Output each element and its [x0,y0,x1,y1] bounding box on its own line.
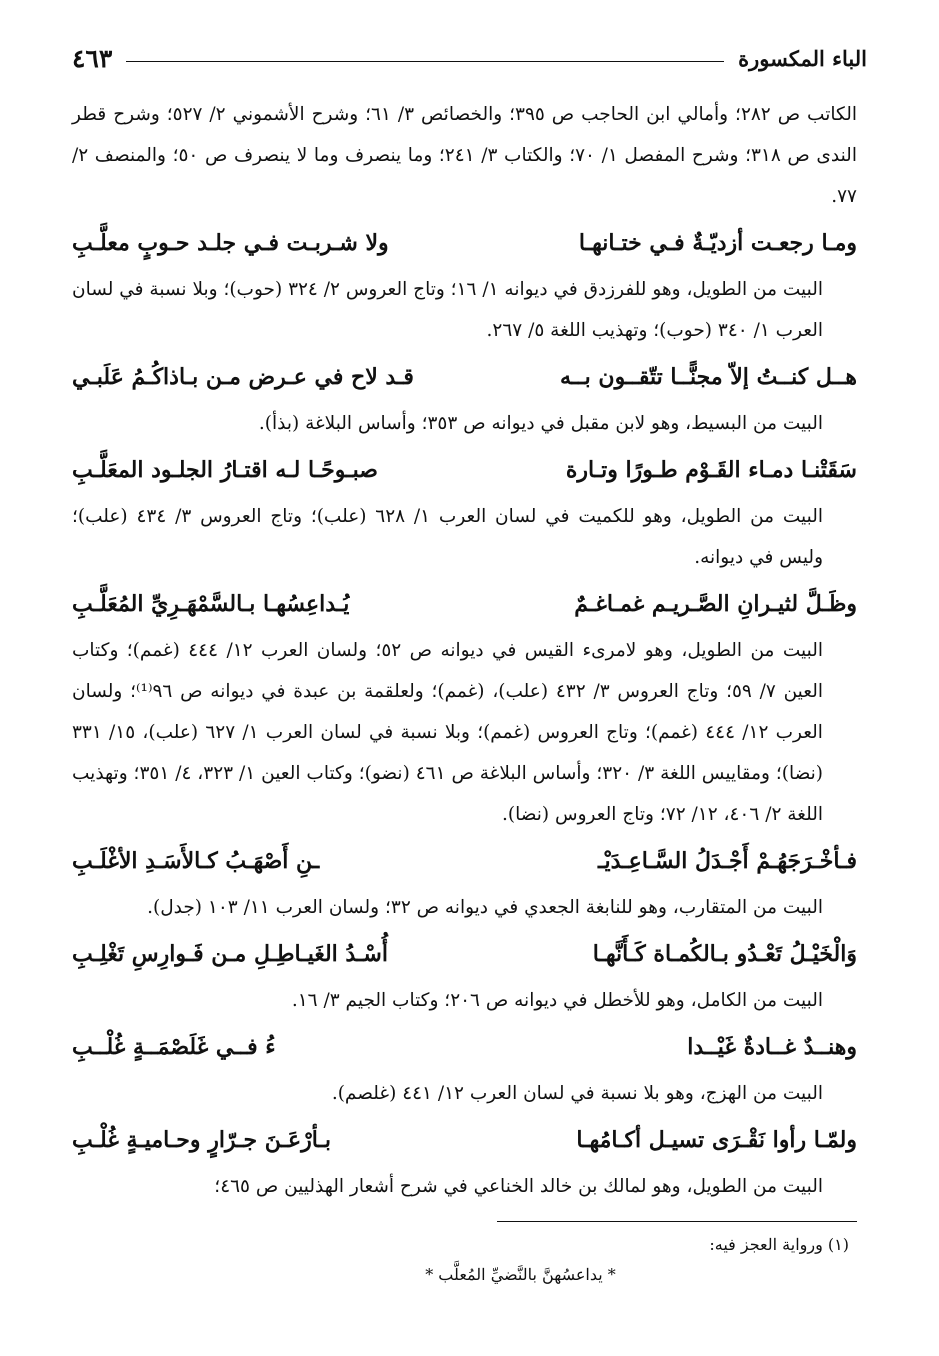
verse-second-hemistich: أُسْـدُ الغَيـاطِـلِ مـن فَـوارِسِ تَغْلِـبِ [72,941,388,967]
verse-note: البيت من المتقارب، وهو للنابغة الجعدي في ديوانه ص ٣٢؛ ولسان العرب ١١/ ١٠٣ (جدل). [147,897,823,918]
verse-line [72,1021,857,1073]
footnote-text: (١) ورواية العجز فيه: [709,1235,849,1254]
verse-first-hemistich: هــل كنــتُ إلاّ مجنًّــا تتّقــون بــه [559,364,857,390]
verse-second-hemistich: قـد لاح في عـرض مـن بـاذاكُـمُ عَلَبـي [72,364,414,390]
verse-line [72,444,857,496]
verse-first-hemistich: ومـا رجعـت أزديّـةٌ فـي ختـانهـا [578,230,857,256]
verse-note: البيت من الكامل، وهو للأخطل في ديوانه ص ٢٠٦؛ وكتاب الجيم ٣/ ١٦. [291,990,823,1011]
verse-first-hemistich: فـأخْـرَجَهُـمْ أَجْـدَلُ السَّـاعِـدَيْـ [598,848,857,874]
verse-second-hemistich: ءُ فــي غَلَصْمَــةٍ غُلْــبِ [72,1034,276,1060]
verse-note: البيت من الطويل، وهو للفرزدق في ديوانه ١/ ١٦؛ وتاج العروس ٢/ ٣٢٤ (حوب)؛ وبلا نسبة في لسان العرب ١/ ٣٤٠ (حوب)؛ وتهذيب اللغة ٥/ ٢٦٧. [72,279,823,341]
verse-second-hemistich: ـنِ أَصْهَـبُ كـالأَسَـدِ الأغْلَـبِ [72,848,320,874]
running-title: الباء المكسورة [738,45,867,71]
verse-line [72,928,857,980]
verse-note: البيت من البسيط، وهو لابن مقبل في ديوانه ص ٣٥٣؛ وأساس البلاغة (بذأ). [258,413,823,434]
verse-note: البيت من الطويل، وهو لمالك بن خالد الخناعي في شرح أشعار الهذليين ص ٤٦٥؛ [214,1176,823,1197]
verse-second-hemistich: يُـداعِسُهـا بـالسَّمْهَـرِيِّ المُعَلَّـبِ [72,591,350,617]
footnote-verse: * يداعسُهنَّ بالنَّضيِّ المُعلَّب * [425,1265,616,1284]
verse-note: البيت من الطويل، وهو للكميت في لسان العرب ١/ ٦٢٨ (علب)؛ وتاج العروس ٣/ ٤٣٤ (علب)؛ وليس في ديوانه. [72,506,823,568]
verse-line [72,835,857,887]
verse-first-hemistich: وظَـلَّ لثيـرانِ الصَّـريـم غمـاغـمٌ [574,591,857,617]
verse-note: البيت من الطويل، وهو لامرىء القيس في ديوانه ص ٥٢؛ ولسان العرب ١٢/ ٤٤٤ (غمم)؛ وكتاب العين ٧/ ٥٩؛ وتاج العروس ٣/ ٤٣٢ (علب)، (غمم)؛ ولعلقمة بن عبدة في ديوانه ص ٩٦⁽¹⁾؛ ولسان العرب ١٢/ ٤٤٤ (غمم)؛ وتاج العروس (غمم)؛ وبلا نسبة في لسان العرب ١/ ٦٢٧ (علب)، ١٥/ ٣٣١ (نضا)؛ ومقاييس اللغة ٣/ ٣٢٠؛ وأساس البلاغة ص ٤٦١ (نضو)؛ وكتاب العين ١/ ٣٢٣، ٤/ ٣٥١؛ وتهذيب اللغة ٢/ ٤٠٦، ١٢/ ٧٢؛ وتاج العروس (نضا). [72,640,824,825]
verse-first-hemistich: وَالْخَيْـلُ تَعْـدُو بـالكُمـاة كَـأَنَّهـا [592,941,857,967]
footnotes [72,1230,849,1290]
verse-second-hemistich: ولا شـربـت فـي جلـد حـوبٍ معلَّـبِ [72,230,389,256]
verse-first-hemistich: وهنــدٌ غــادةٌ غَيْــدا [687,1034,857,1060]
citation-paragraph: الكاتب ص ٢٨٢؛ وأمالي ابن الحاجب ص ٣٩٥؛ والخصائص ٣/ ٦١؛ وشرح الأشموني ٢/ ٥٢٧؛ وشرح قطر الندى ص ٣١٨؛ وشرح المفصل ١/ ٧٠؛ والكتاب ٣/ ٢٤١؛ وما ينصرف وما لا ينصرف ص ٥٠؛ والمنصف ٢/ ٧٧. [72,104,858,207]
main-text [72,94,857,1207]
verse-line [72,217,857,269]
verse-line [72,1114,857,1166]
verse-first-hemistich: سَقَتْنـا دمـاء القَـوْم طـورًا وتـارة [565,457,857,483]
verse-first-hemistich: ولمّـا رأوا نَقْـرَى تسيـل أكـامُهـا [576,1127,857,1153]
page-number: ٤٦٣ [72,43,113,73]
header-rule [126,61,724,62]
verse-note: البيت من الهزج، وهو بلا نسبة في لسان العرب ١٢/ ٤٤١ (غلصم). [331,1083,823,1104]
verse-line [72,351,857,403]
verse-second-hemistich: صبـوحًـا لـه اقتـارُ الجلـود المعَلَّـبِ [72,457,378,483]
page-header [72,38,867,78]
footnote-separator [497,1221,857,1222]
verse-second-hemistich: بـأرْعَـنَ جـرّارٍ وحـاميـةٍ غُلْـبِ [72,1127,331,1153]
verse-line [72,578,857,630]
